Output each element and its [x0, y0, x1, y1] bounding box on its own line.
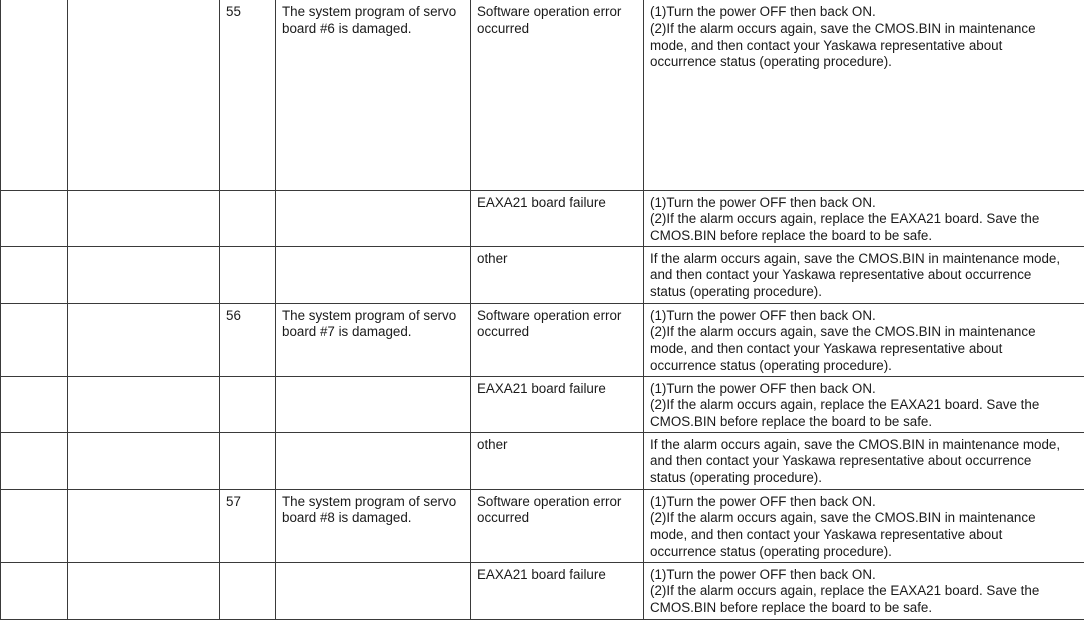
sub-code-cell [220, 562, 276, 619]
cause-cell: other [471, 432, 644, 489]
remedy-cell [644, 0, 1084, 190]
alarm-name-cell [68, 562, 220, 619]
alarm-number-cell [1, 376, 68, 432]
remedy-line: mode, and then contact your Yaskawa representative about [650, 341, 1003, 357]
meaning-cell: The system program of servo board #7 is damaged. [276, 303, 471, 376]
remedy-cell [644, 246, 1084, 303]
meaning-cell: The system program of servo board #6 is damaged. [276, 0, 471, 190]
remedy-cell [644, 562, 1084, 619]
sub-code-cell: 55 [220, 0, 276, 190]
remedy-cell [644, 432, 1084, 489]
table-row [1, 562, 1084, 619]
alarm-name-cell [68, 376, 220, 432]
alarm-name-cell [68, 246, 220, 303]
remedy-line: occurrence status (operating procedure). [650, 54, 892, 70]
remedy-line: and then contact your Yaskawa representative about occurrence [650, 267, 1032, 283]
remedy-line: If the alarm occurs again, save the CMOS.BIN in maintenance mode, [650, 436, 1061, 452]
remedy-cell [644, 303, 1084, 376]
remedy-line: and then contact your Yaskawa representative about occurrence [650, 453, 1032, 469]
remedy-line: mode, and then contact your Yaskawa representative about [650, 37, 1003, 53]
remedy-line: (2)If the alarm occurs again, replace the EAXA21 board. Save the [650, 397, 1040, 413]
meaning-cell [276, 376, 471, 432]
alarm-number-cell [1, 0, 68, 190]
meaning-cell [276, 432, 471, 489]
cause-cell: EAXA21 board failure [471, 376, 644, 432]
cause-cell: Software operation error occurred [471, 0, 644, 190]
alarm-name-cell [68, 432, 220, 489]
remedy-line: (2)If the alarm occurs again, replace the EAXA21 board. Save the [650, 583, 1040, 599]
sub-code-cell [220, 190, 276, 246]
cause-cell: other [471, 246, 644, 303]
table-row [1, 190, 1084, 246]
sub-code-cell: 56 [220, 303, 276, 376]
sub-code-cell [220, 432, 276, 489]
alarm-number-cell [1, 562, 68, 619]
cause-cell: Software operation error occurred [471, 303, 644, 376]
alarm-name-cell [68, 0, 220, 190]
remedy-cell [644, 489, 1084, 562]
sub-code-cell: 57 [220, 489, 276, 562]
table-row [1, 376, 1084, 432]
sub-code-cell [220, 246, 276, 303]
alarm-number-cell [1, 489, 68, 562]
remedy-line: status (operating procedure). [650, 284, 822, 300]
remedy-line: (1)Turn the power OFF then back ON. [650, 4, 876, 19]
remedy-line: (1)Turn the power OFF then back ON. [650, 380, 876, 396]
remedy-line: (2)If the alarm occurs again, save the CMOS.BIN in maintenance [650, 20, 1036, 36]
alarm-name-cell [68, 489, 220, 562]
remedy-line: CMOS.BIN before replace the board to be safe. [650, 414, 933, 430]
meaning-cell [276, 190, 471, 246]
cause-cell: EAXA21 board failure [471, 190, 644, 246]
meaning-cell [276, 246, 471, 303]
remedy-line: (2)If the alarm occurs again, save the CMOS.BIN in maintenance [650, 324, 1036, 340]
remedy-line: If the alarm occurs again, save the CMOS.BIN in maintenance mode, [650, 250, 1061, 266]
meaning-cell: The system program of servo board #8 is damaged. [276, 489, 471, 562]
table-row [1, 0, 1084, 190]
alarm-number-cell [1, 246, 68, 303]
table-row [1, 246, 1084, 303]
remedy-cell [644, 376, 1084, 432]
remedy-line: status (operating procedure). [650, 470, 822, 486]
remedy-line: CMOS.BIN before replace the board to be safe. [650, 600, 933, 616]
table-row [1, 432, 1084, 489]
alarm-number-cell [1, 303, 68, 376]
remedy-line: CMOS.BIN before replace the board to be safe. [650, 228, 933, 244]
sub-code-cell [220, 376, 276, 432]
remedy-line: (1)Turn the power OFF then back ON. [650, 566, 876, 582]
alarm-name-cell [68, 190, 220, 246]
meaning-cell [276, 562, 471, 619]
remedy-line: occurrence status (operating procedure). [650, 543, 892, 559]
remedy-line: (1)Turn the power OFF then back ON. [650, 493, 876, 509]
remedy-line: (2)If the alarm occurs again, save the CMOS.BIN in maintenance [650, 510, 1036, 526]
remedy-line: (1)Turn the power OFF then back ON. [650, 307, 876, 323]
alarm-name-cell [68, 303, 220, 376]
remedy-line: mode, and then contact your Yaskawa representative about [650, 527, 1003, 543]
remedy-line: (1)Turn the power OFF then back ON. [650, 194, 876, 210]
cause-cell: Software operation error occurred [471, 489, 644, 562]
remedy-line: occurrence status (operating procedure). [650, 357, 892, 373]
remedy-cell [644, 190, 1084, 246]
cause-cell: EAXA21 board failure [471, 562, 644, 619]
alarm-table-body [1, 0, 1084, 619]
table-row [1, 489, 1084, 562]
alarm-number-cell [1, 432, 68, 489]
remedy-line: (2)If the alarm occurs again, replace the EAXA21 board. Save the [650, 211, 1040, 227]
alarm-number-cell [1, 190, 68, 246]
table-row [1, 303, 1084, 376]
